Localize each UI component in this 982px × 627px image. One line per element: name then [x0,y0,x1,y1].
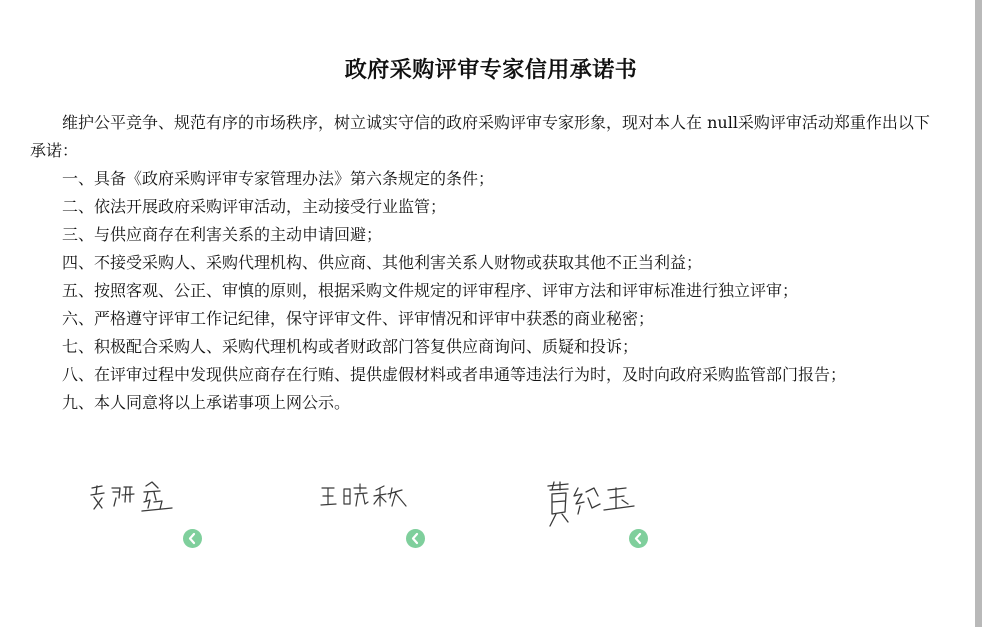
signature-area [0,470,975,560]
paragraph-item-8: 八、在评审过程中发现供应商存在行贿、提供虚假材料或者串通等违法行为时，及时向政府采购监管部门报告； [62,365,847,384]
chevron-left-icon [406,529,425,548]
signature-3-action-button[interactable] [629,529,648,548]
paragraph-item-4: 四、不接受采购人、采购代理机构、供应商、其他利害关系人财物或获取其他不正当利益； [62,253,703,272]
signature-image-1 [88,478,184,518]
signature-image-2 [318,480,414,516]
signature-2-action-button[interactable] [406,529,425,548]
paragraph-item-3: 三、与供应商存在利害关系的主动申请回避； [62,225,383,244]
paragraph-item-2: 二、依法开展政府采购评审活动，主动接受行业监管； [62,197,447,216]
commitment-body [30,109,945,417]
paragraph-item-6: 六、严格遵守评审工作记纪律，保守评审文件、评审情况和评审中获悉的商业秘密； [62,309,655,328]
paragraph-item-5: 五、按照客观、公正、审慎的原则，根据采购文件规定的评审程序、评审方法和评审标准进行独立评审； [62,281,799,300]
vertical-scrollbar[interactable] [975,0,982,627]
paragraph-item-9: 九、本人同意将以上承诺事项上网公示。 [62,393,351,412]
paragraph-intro: 维护公平竞争、规范有序的市场秩序，树立诚实守信的政府采购评审专家形象，现对本人在 null采购评审活动郑重作出以下承诺： [30,113,930,160]
paragraph-item-7: 七、积极配合采购人、采购代理机构或者财政部门答复供应商询问、质疑和投诉； [62,337,639,356]
chevron-left-icon [629,529,648,548]
paragraph-item-1: 一、具备《政府采购评审专家管理办法》第六条规定的条件； [62,169,495,188]
signature-image-3 [542,474,642,530]
page-title: 政府采购评审专家信用承诺书 [344,57,638,83]
chevron-left-icon [183,529,202,548]
signature-1-action-button[interactable] [183,529,202,548]
